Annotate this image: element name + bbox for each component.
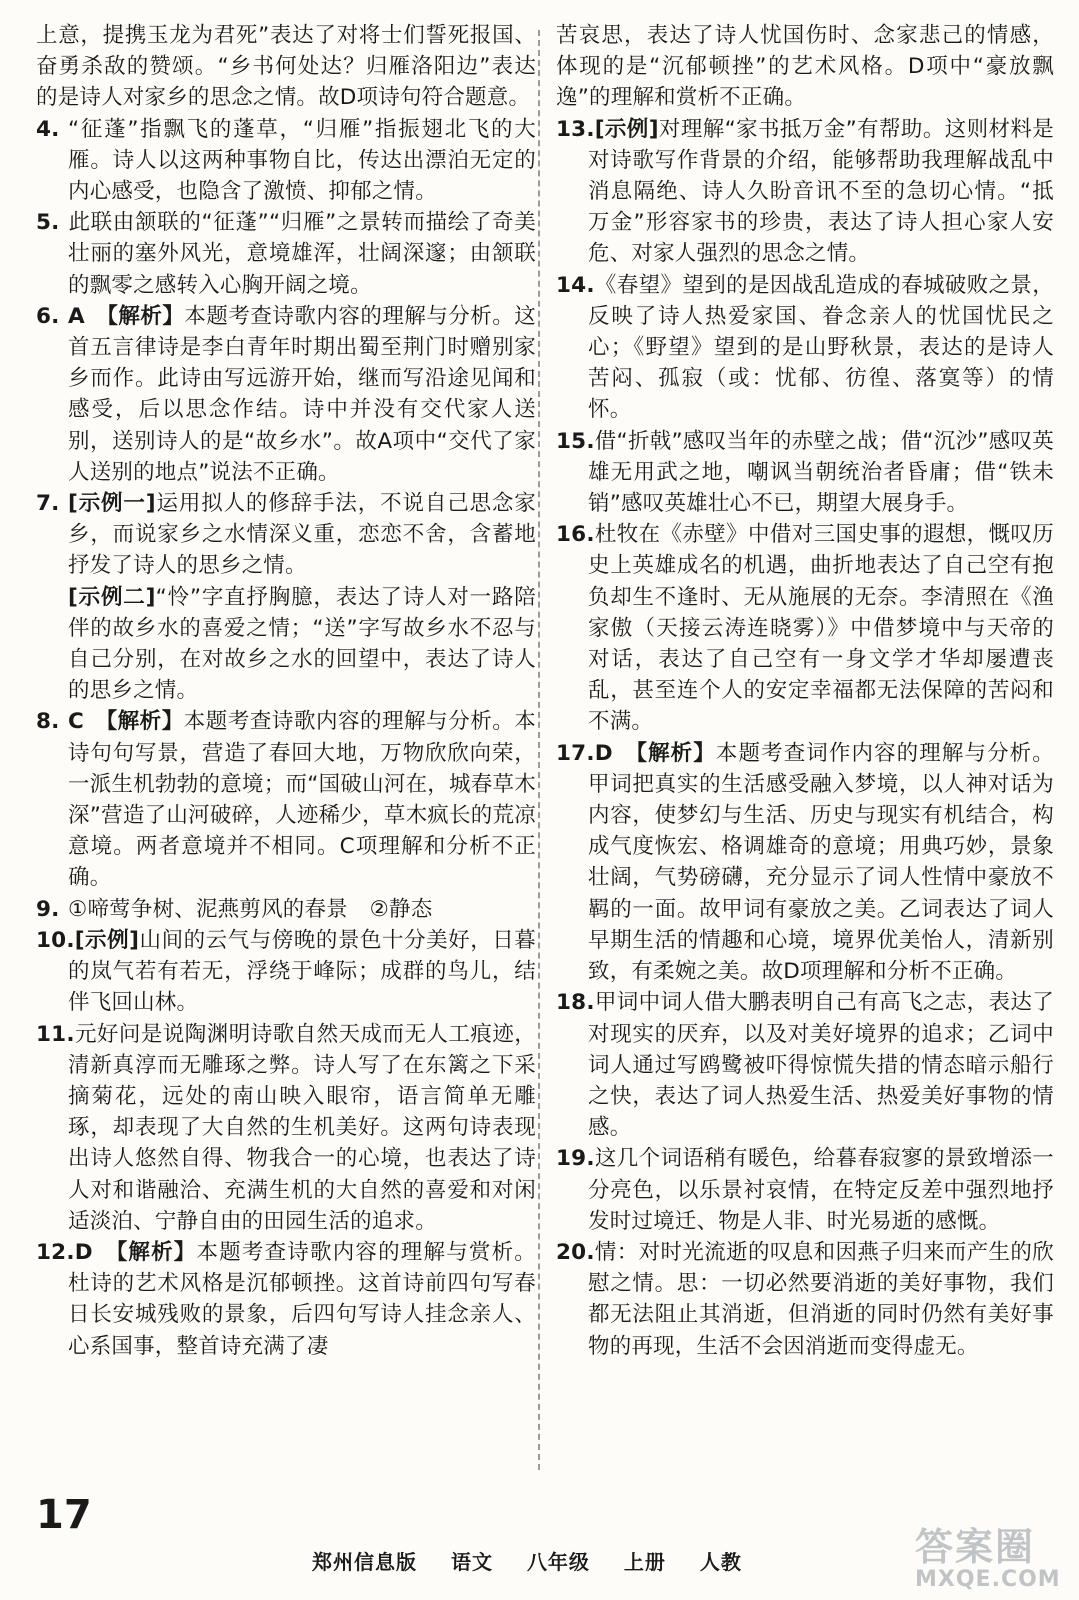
answer-text: 本题考查词作内容的理解与分析。甲词把真实的生活感受融入梦境，以人神对话为内容，使梦幻与生活、历史与现实有机结合，构成气度恢宏、格调雄奇的意境；用典巧妙，景象壮阔，气势磅礴，充分显示了词人性情中豪放不羁的一面。故甲词有豪放之美。乙词表达了词人早期生活的情趣和心境，境界优美怡人，清新别致，有柔婉之美。故D项理解和分析不正确。 xyxy=(588,740,1054,985)
answer-text: 对理解“家书抵万金”有帮助。这则材料是对诗歌写作背景的介绍，能够帮助我理解战乱中消息隔绝、诗人久盼音讯不至的急切心情。“抵万金”形容家书的珍贵，表达了诗人担心家人安危、对家人强烈的思念之情。 xyxy=(588,116,1054,267)
item-number: 5. xyxy=(36,210,60,236)
answer-item xyxy=(556,270,1054,426)
watermark-top: 答案圈 xyxy=(915,1525,1036,1569)
answer-item xyxy=(556,519,1054,737)
answer-item xyxy=(36,488,536,582)
watermark-logo xyxy=(915,1526,1065,1596)
footer-volume: 上册 xyxy=(623,1550,666,1574)
answer-item xyxy=(556,1237,1054,1362)
footer-publisher: 人教 xyxy=(699,1550,742,1574)
answer-item xyxy=(556,1143,1054,1237)
answer-text: 本题考查诗歌内容的理解与分析。这首五言律诗是李白青年时期出蜀至荆门时赠别家乡而作。此诗由写远游开始，继而写沿途见闻和感受，后以思念作结。诗中并没有交代家人送别，送别诗人的是“故乡水”。故A项中“交代了家人送别的地点”说法不正确。 xyxy=(68,303,536,485)
answer-item xyxy=(36,582,536,707)
item-number: 8. xyxy=(36,709,60,735)
answer-tag: [示例] xyxy=(74,927,140,953)
answer-text: 此联由颔联的“征蓬”“归雁”之景转而描绘了奇美壮丽的塞外风光，意境雄浑，壮阔深邃；由颔联的飘零之感转入心胸开阔之境。 xyxy=(68,210,536,298)
answer-tag: [示例一] xyxy=(68,491,156,517)
item-number: 14. xyxy=(556,272,595,298)
answer-choice: A xyxy=(68,303,85,329)
item-number: 6. xyxy=(36,303,60,329)
item-number: 10. xyxy=(36,927,75,953)
answer-item xyxy=(556,987,1054,1143)
answer-item xyxy=(36,706,536,893)
answer-text: “征蓬”指飘飞的蓬草，“归雁”指振翅北飞的大雁。诗人以这两种事物自比，传达出漂泊无定的内心感受，也隐含了激愤、抑郁之情。 xyxy=(68,116,536,205)
item-number: 4. xyxy=(36,116,60,142)
right-column xyxy=(556,20,1054,1362)
answer-tag: 【解析】 xyxy=(636,740,716,766)
item-number: 11. xyxy=(36,1021,75,1047)
item-number: 13. xyxy=(556,116,595,142)
footer-grade: 八年级 xyxy=(526,1550,590,1574)
answer-text: ①啼莺争树、泥燕剪风的春景 ②静态 xyxy=(68,896,433,922)
answer-text: 苦哀思，表达了诗人忧国伤时、念家悲己的情感，体现的是“沉郁顿挫”的艺术风格。D项中“豪放飘逸”的理解和赏析不正确。 xyxy=(556,23,1054,111)
answer-text: 山间的云气与傍晚的景色十分美好，日暮的岚气若有若无，浮绕于峰际；成群的鸟儿，结伴飞回山林。 xyxy=(68,927,537,1016)
answer-text: 元好问是说陶渊明诗歌自然天成而无人工痕迹，清新真淳而无雕琢之弊。诗人写了在东篱之下采摘菊花，远处的南山映入眼帘，语言简单无雕琢，却表现了大自然的生机美好。这两句诗表现出诗人悠然自得、物我合一的心境，也表达了诗人对和谐融洽、充满生机的大自然的喜爱和对闲适淡泊、宁静自由的田园生活的追求。 xyxy=(68,1021,536,1234)
column-divider xyxy=(538,30,540,1470)
item-number: 9. xyxy=(36,896,60,922)
item-number: 19. xyxy=(556,1146,595,1172)
answer-item xyxy=(36,894,536,925)
footer-subject: 语文 xyxy=(450,1550,493,1574)
answer-text: 《春望》望到的是因战乱造成的春城破败之景，反映了诗人热爱家国、眷念亲人的忧国忧民之心；《野望》望到的是山野秋景，表达的是诗人苦闷、孤寂（或：忧郁、彷徨、落寞等）的情怀。 xyxy=(588,272,1054,423)
page-number: 17 xyxy=(36,1492,92,1538)
footer-edition: 郑州信息版 xyxy=(312,1550,417,1574)
answer-text: 借“折戟”感叹当年的赤壁之战；借“沉沙”感叹英雄无用武之地，嘲讽当朝统治者昏庸；借“铁未销”感叹英雄壮心不已，期望大展身手。 xyxy=(588,428,1054,517)
answer-text: 情：对时光流逝的叹息和因燕子归来而产生的欣慰之情。思：一切必然要消逝的美好事物，我们都无法阻止其消逝，但消逝的同时仍然有美好事物的再现，生活不会因消逝而变得虚无。 xyxy=(588,1239,1054,1359)
answer-text: 这几个词语稍有暖色，给暮春寂寥的景致增添一分亮色，以乐景衬哀情，在特定反差中强烈地抒发时过境迁、物是人非、时光易逝的感慨。 xyxy=(588,1146,1054,1234)
answer-item xyxy=(36,301,536,488)
answer-text: 甲词中词人借大鹏表明自己有高飞之志，表达了对现实的厌弃，以及对美好境界的追求；乙词中词人通过写鸥鹭被吓得惊慌失措的情态暗示船行之快，表达了词人热爱生活、热爱美好事物的情感。 xyxy=(588,990,1054,1141)
answer-item xyxy=(556,738,1054,988)
answer-tag: [示例二] xyxy=(68,584,156,610)
answer-text: 本题考查诗歌内容的理解与分析。本诗句句写景，营造了春回大地，万物欣欣向荣，一派生机勃勃的意境；而“国破山河在，城春草木深”营造了山河破碎，人迹稀少，草木疯长的荒凉意境。两者意境并不相同。C项理解和分析不正确。 xyxy=(68,709,537,891)
answer-tag: [示例] xyxy=(594,116,659,142)
footer-info xyxy=(312,1546,768,1575)
item-number: 16. xyxy=(556,522,595,548)
item-number: 18. xyxy=(556,990,595,1016)
answer-item xyxy=(36,1237,536,1362)
answer-choice: D xyxy=(74,1239,93,1265)
answer-text: 杜牧在《赤壁》中借对三国史事的遐想，慨叹历史上英雄成名的机遇，曲折地表达了自己空有抱负却生不逢时、无从施展的无奈。李清照在《渔家傲（天接云涛连晓雾）》中借梦境中与天帝的对话，表达了自己空有一身文学才华却屡遭丧乱，甚至连个人的安定幸福都无法保障的苦闷和不满。 xyxy=(588,522,1054,735)
answer-item xyxy=(36,1019,536,1237)
answer-text: 上意，提携玉龙为君死”表达了对将士们誓死报国、奋勇杀敌的赞颂。“乡书何处达？归雁洛阳边”表达的是诗人对家乡的思念之情。故D项诗句符合题意。 xyxy=(36,23,536,111)
answer-choice: C xyxy=(68,709,84,735)
answer-item xyxy=(36,207,536,301)
left-column xyxy=(36,20,536,1362)
answer-item xyxy=(36,925,536,1019)
answer-item xyxy=(36,114,536,208)
answer-tag: 【解析】 xyxy=(116,1239,197,1265)
item-number: 20. xyxy=(556,1239,595,1265)
item-number: 15. xyxy=(556,428,595,454)
page-footer xyxy=(0,1490,1079,1600)
answer-item xyxy=(36,20,536,114)
item-number: 12. xyxy=(36,1239,75,1265)
answer-text: 运用拟人的修辞手法，不说自己思念家乡，而说家乡之水情深义重，恋恋不舍，含蓄地抒发了诗人的思乡之情。 xyxy=(68,491,536,579)
answer-tag: 【解析】 xyxy=(107,303,185,329)
item-number: 7. xyxy=(36,491,60,517)
answer-item xyxy=(556,114,1054,270)
answer-item xyxy=(556,20,1054,114)
watermark-bottom: MXQE.COM xyxy=(915,1567,1061,1592)
answer-text: “怜”字直抒胸臆，表达了诗人对一路陪伴的故乡水的喜爱之情；“送”字写故乡水不忍与自己分别，在对故乡之水的回望中，表达了诗人的思乡之情。 xyxy=(68,584,536,704)
answer-tag: 【解析】 xyxy=(106,709,184,735)
answer-text: 本题考查诗歌内容的理解与赏析。杜诗的艺术风格是沉郁顿挫。这首诗前四句写春日长安城残败的景象，后四句写诗人挂念亲人、心系国事，整首诗充满了凄 xyxy=(68,1239,536,1359)
answer-item xyxy=(556,426,1054,520)
item-number: 17. xyxy=(556,740,595,766)
answer-choice: D xyxy=(594,740,613,766)
